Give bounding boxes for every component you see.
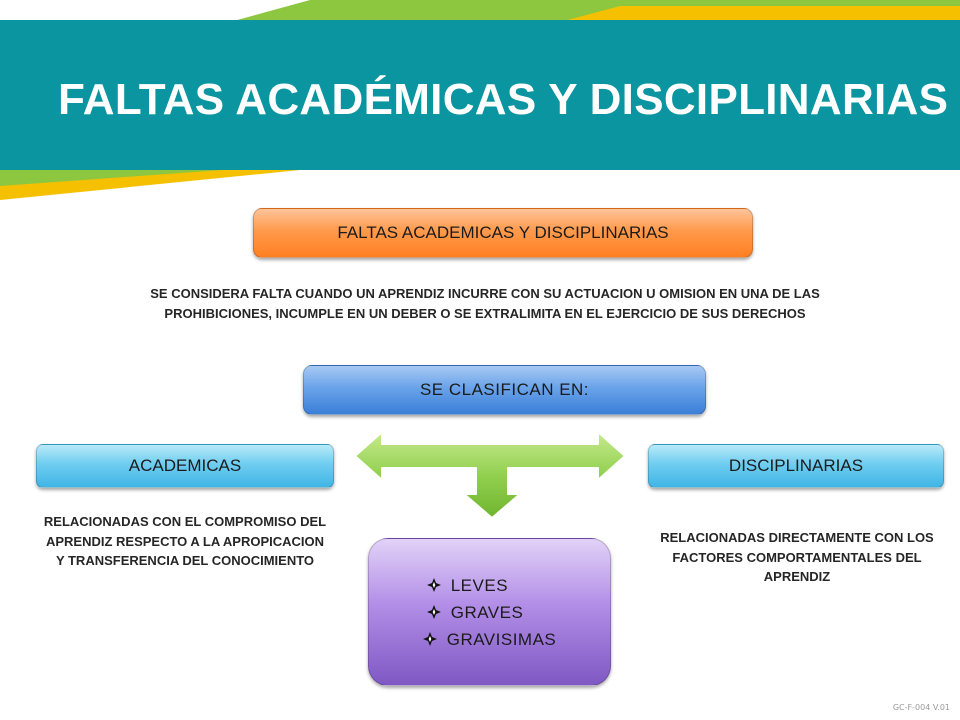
definition-text: SE CONSIDERA FALTA CUANDO UN APRENDIZ INCURRE CON SU ACTUACION U OMISION EN UNA DE LAS PROHIBICIONES, INCUMPLE EN UN DEBER O SE EXTRALIMITA EN EL EJERCICIO DE SUS DERECHOS	[150, 286, 820, 321]
slide-title: FALTAS ACADÉMICAS Y DISCIPLINARIAS	[58, 75, 949, 124]
diamond-bullet-icon	[427, 578, 441, 592]
academic-box	[36, 444, 334, 488]
academic-description: RELACIONADAS CON EL COMPROMISO DEL APRENDIZ RESPECTO A LA APROPICACION Y TRANSFERENCIA DEL CONOCIMIENTO	[43, 514, 327, 568]
main-concept-box	[253, 208, 753, 258]
severity-item	[427, 572, 557, 599]
severity-list	[423, 572, 557, 653]
main-concept-label: FALTAS ACADEMICAS Y DISCIPLINARIAS	[337, 223, 669, 242]
severity-label: GRAVES	[450, 602, 524, 622]
document-code: GC-F-004 V.01	[892, 703, 950, 712]
academic-label: ACADEMICAS	[128, 456, 242, 475]
disciplinary-description: RELACIONADAS DIRECTAMENTE CON LOS FACTORES COMPORTAMENTALES DEL APRENDIZ	[660, 530, 934, 584]
severity-item	[423, 626, 557, 653]
diamond-bullet-icon	[427, 605, 441, 619]
severity-label: GRAVISIMAS	[446, 629, 557, 649]
severity-box	[368, 538, 611, 686]
disciplinary-box	[648, 444, 944, 488]
severity-label: LEVES	[450, 575, 509, 595]
classification-label: SE CLASIFICAN EN:	[419, 380, 590, 399]
severity-item	[427, 599, 557, 626]
classification-box	[303, 365, 706, 415]
branch-arrow-icon	[350, 430, 630, 522]
diamond-bullet-icon	[423, 632, 437, 646]
disciplinary-label: DISCIPLINARIAS	[728, 456, 864, 475]
